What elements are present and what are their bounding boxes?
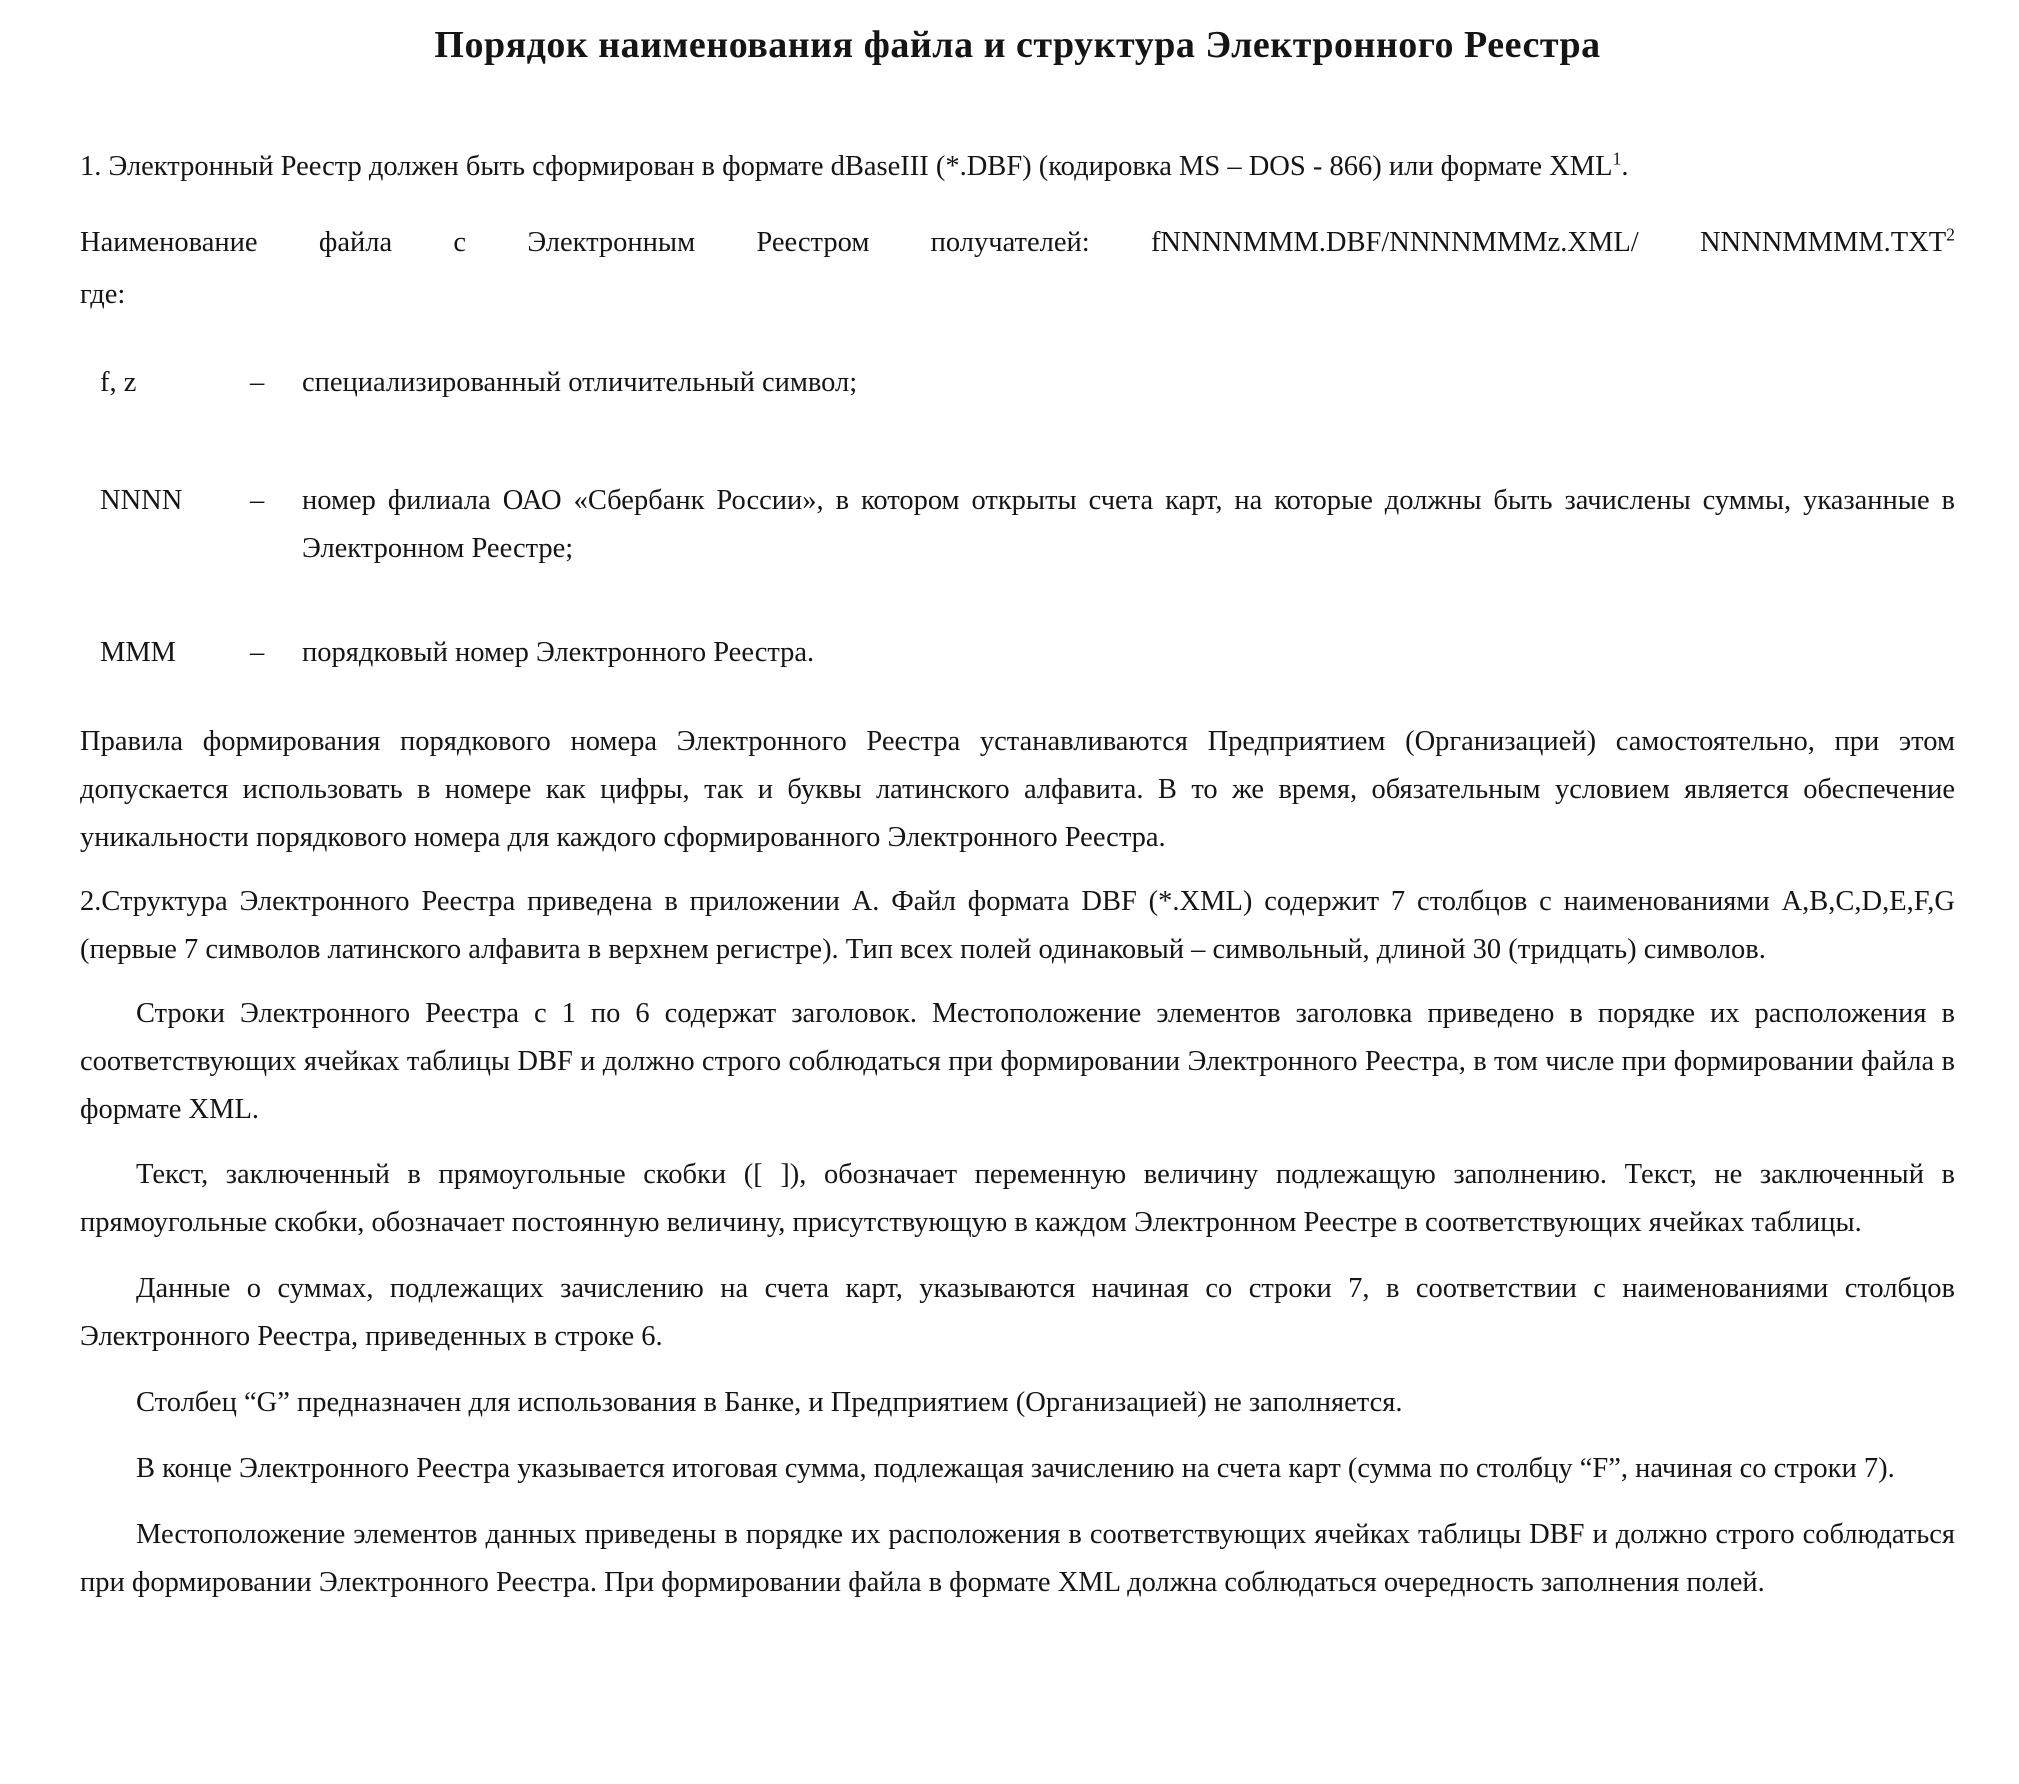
paragraph-header-rows: Строки Электронного Реестра с 1 по 6 содержат заголовок. Местоположение элементов заголовка приведено в порядке их расположения в соответствующих ячейках таблицы DBF и должно строго соблюдаться при формировании Электронного Реестра, в том числе при формировании файла в формате XML. (80, 997, 1955, 1125)
paragraph-filename-pattern (80, 219, 1955, 267)
paragraph-registry-structure: 2.Структура Электронного Реестра приведена в приложении А. Файл формата DBF (*.XML) содержит 7 столбцов с наименованиями A,B,C,D,E,F,G (первые 7 символов латинского алфавита в верхнем регистре). Тип всех полей одинаковый – символьный, длиной 30 (тридцать) символов. (80, 886, 1955, 965)
definition-term: f, z (100, 366, 137, 398)
definition-text: специализированный отличительный символ; (302, 366, 858, 398)
definition-row-mmm (80, 629, 1955, 677)
paragraph-format-text: 1. Электронный Реестр должен быть сформирован в формате dBaseIII (*.DBF) (кодировка MS – DOS - 866) или формате XML (80, 151, 1613, 183)
paragraph-data-placement: Местоположение элементов данных приведены в порядке их расположения в соответствующих ячейках таблицы DBF и должно строго соблюдаться при формировании Электронного Реестра. При формировании файла в формате XML должна соблюдаться очередность заполнения полей. (80, 1518, 1955, 1598)
where-label: где: (80, 279, 126, 311)
dash-separator: – (250, 636, 265, 668)
paragraph-numbering-rules: Правила формирования порядкового номера Электронного Реестра устанавливаются Предприятием (Организацией) самостоятельно, при этом допускается использовать в номере как цифры, так и буквы латинского алфавита. В то же время, обязательным условием является обеспечение уникальности порядкового номера для каждого сформированного Электронного Реестра. (80, 726, 1955, 854)
paragraph-bracket-notation: Текст, заключенный в прямоугольные скобки ([ ]), обозначает переменную величину подлежащую заполнению. Текст, не заключенный в прямоугольные скобки, обозначает постоянную величину, присутствующую в каждом Электронном Реестре в соответствующих ячейках таблицы. (80, 1159, 1955, 1239)
definition-row-fz (80, 359, 1955, 407)
definition-text: порядковый номер Электронного Реестра. (302, 636, 815, 668)
dash-separator: – (250, 366, 265, 398)
definition-text: номер филиала ОАО «Сбербанк России», в котором открыты счета карт, на которые должны быть зачислены суммы, указанные в Электронном Реестре; (302, 484, 1955, 564)
paragraph-column-g: Столбец “G” предназначен для использования в Банке, и Предприятием (Организацией) не заполняется. (136, 1386, 1403, 1418)
definition-term: NNNN (100, 484, 183, 516)
definition-term: МММ (100, 636, 177, 668)
dash-separator: – (250, 484, 265, 516)
paragraph-format-requirement (80, 143, 1955, 191)
definition-row-nnnn (80, 477, 1955, 573)
footnote-ref-2: 2 (1946, 224, 1955, 245)
paragraph-total-sum: В конце Электронного Реестра указывается итоговая сумма, подлежащая зачислению на счета карт (сумма по столбцу “F”, начиная со строки 7). (136, 1452, 1895, 1484)
footnote-ref-1: 1 (1612, 148, 1622, 169)
paragraph-format-tail: . (1621, 151, 1629, 183)
definitions-list (80, 359, 1955, 677)
document-title: Порядок наименования файла и структура Электронного Реестра (434, 24, 1601, 66)
paragraph-amount-data: Данные о суммах, подлежащих зачислению на счета карт, указываются начиная со строки 7, в соответствии с наименованиями столбцов Электронного Реестра, приведенных в строке 6. (80, 1273, 1955, 1353)
filename-pattern-text: Наименование файла с Электронным Реестром получателей: fNNNNMMM.DBF/NNNNMMMz.XML/ NNNNMMMM.TXT (80, 227, 1947, 259)
